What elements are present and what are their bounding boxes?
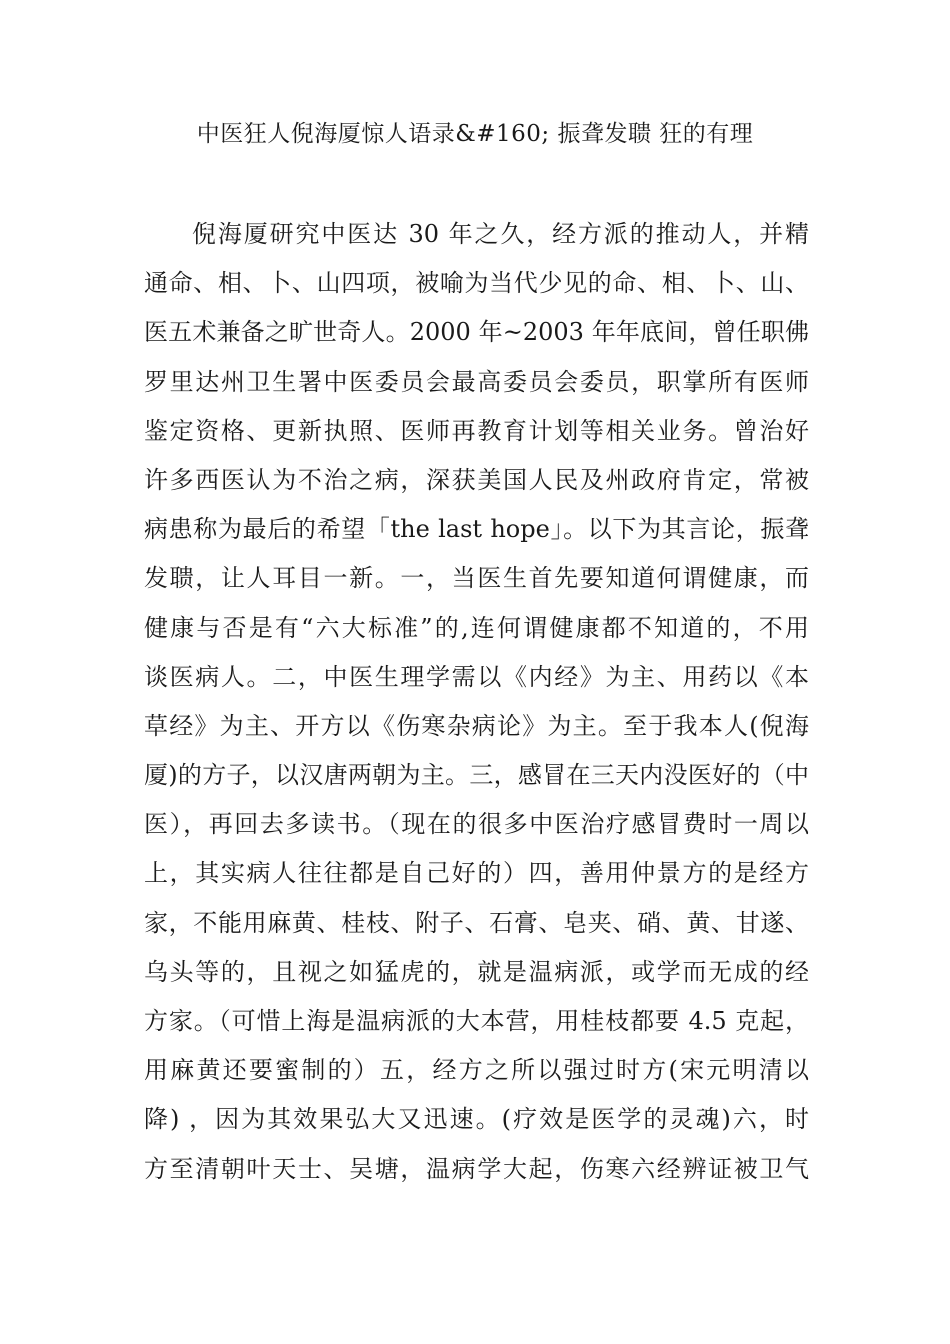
paragraph-line: 健康与否是有“六大标准”的,连何谓健康都不知道的，不用	[144, 613, 809, 642]
paragraph-line: 发聩，让人耳目一新。一，当医生首先要知道何谓健康，而	[144, 564, 809, 593]
paragraph-line: 医），再回去多读书。（现在的很多中医治疗感冒费时一周以	[144, 810, 809, 839]
paragraph-line: 上，其实病人往往都是自己好的）四，善用仲景方的是经方	[144, 859, 809, 888]
paragraph-line: 谈医病人。二，中医生理学需以《内经》为主、用药以《本	[144, 662, 809, 691]
paragraph-line: 方至清朝叶天士、吴塘，温病学大起，伤寒六经辨证被卫气	[144, 1154, 809, 1183]
paragraph-line: 用麻黄还要蜜制的）五，经方之所以强过时方(宋元明清以	[144, 1056, 809, 1085]
paragraph-line: 倪海厦研究中医达 30 年之久，经方派的推动人，并精	[192, 220, 809, 248]
body-paragraph	[144, 214, 809, 1198]
document-title: 中医狂人倪海厦惊人语录&#160; 振聋发聩 狂的有理	[196, 121, 754, 147]
paragraph-line: 草经》为主、开方以《伤寒杂病论》为主。至于我本人(倪海	[144, 711, 809, 740]
paragraph-line: 医五术兼备之旷世奇人。2000 年~2003 年年底间，曾任职佛	[144, 318, 809, 347]
paragraph-line: 厦)的方子，以汉唐两朝为主。三，感冒在三天内没医好的（中	[144, 761, 809, 790]
paragraph-line: 鉴定资格、更新执照、医师再教育计划等相关业务。曾治好	[144, 416, 809, 445]
paragraph-line: 通命、相、卜、山四项，被喻为当代少见的命、相、卜、山、	[144, 269, 809, 298]
paragraph-line: 病患称为最后的希望「the last hope」。以下为其言论，振聋	[144, 515, 809, 544]
paragraph-line: 罗里达州卫生署中医委员会最高委员会委员，职掌所有医师	[144, 367, 809, 396]
paragraph-line: 许多西医认为不治之病，深获美国人民及州政府肯定，常被	[144, 465, 809, 494]
paragraph-line: 乌头等的，且视之如猛虎的，就是温病派，或学而无成的经	[144, 957, 809, 986]
paragraph-line: 家，不能用麻黄、桂枝、附子、石膏、皂夹、硝、黄、甘遂、	[144, 908, 809, 937]
paragraph-line: 方家。（可惜上海是温病派的大本营，用桂枝都要 4.5 克起，	[144, 1007, 809, 1035]
paragraph-line: 降) ，因为其效果弘大又迅速。(疗效是医学的灵魂)六，时	[144, 1105, 809, 1134]
